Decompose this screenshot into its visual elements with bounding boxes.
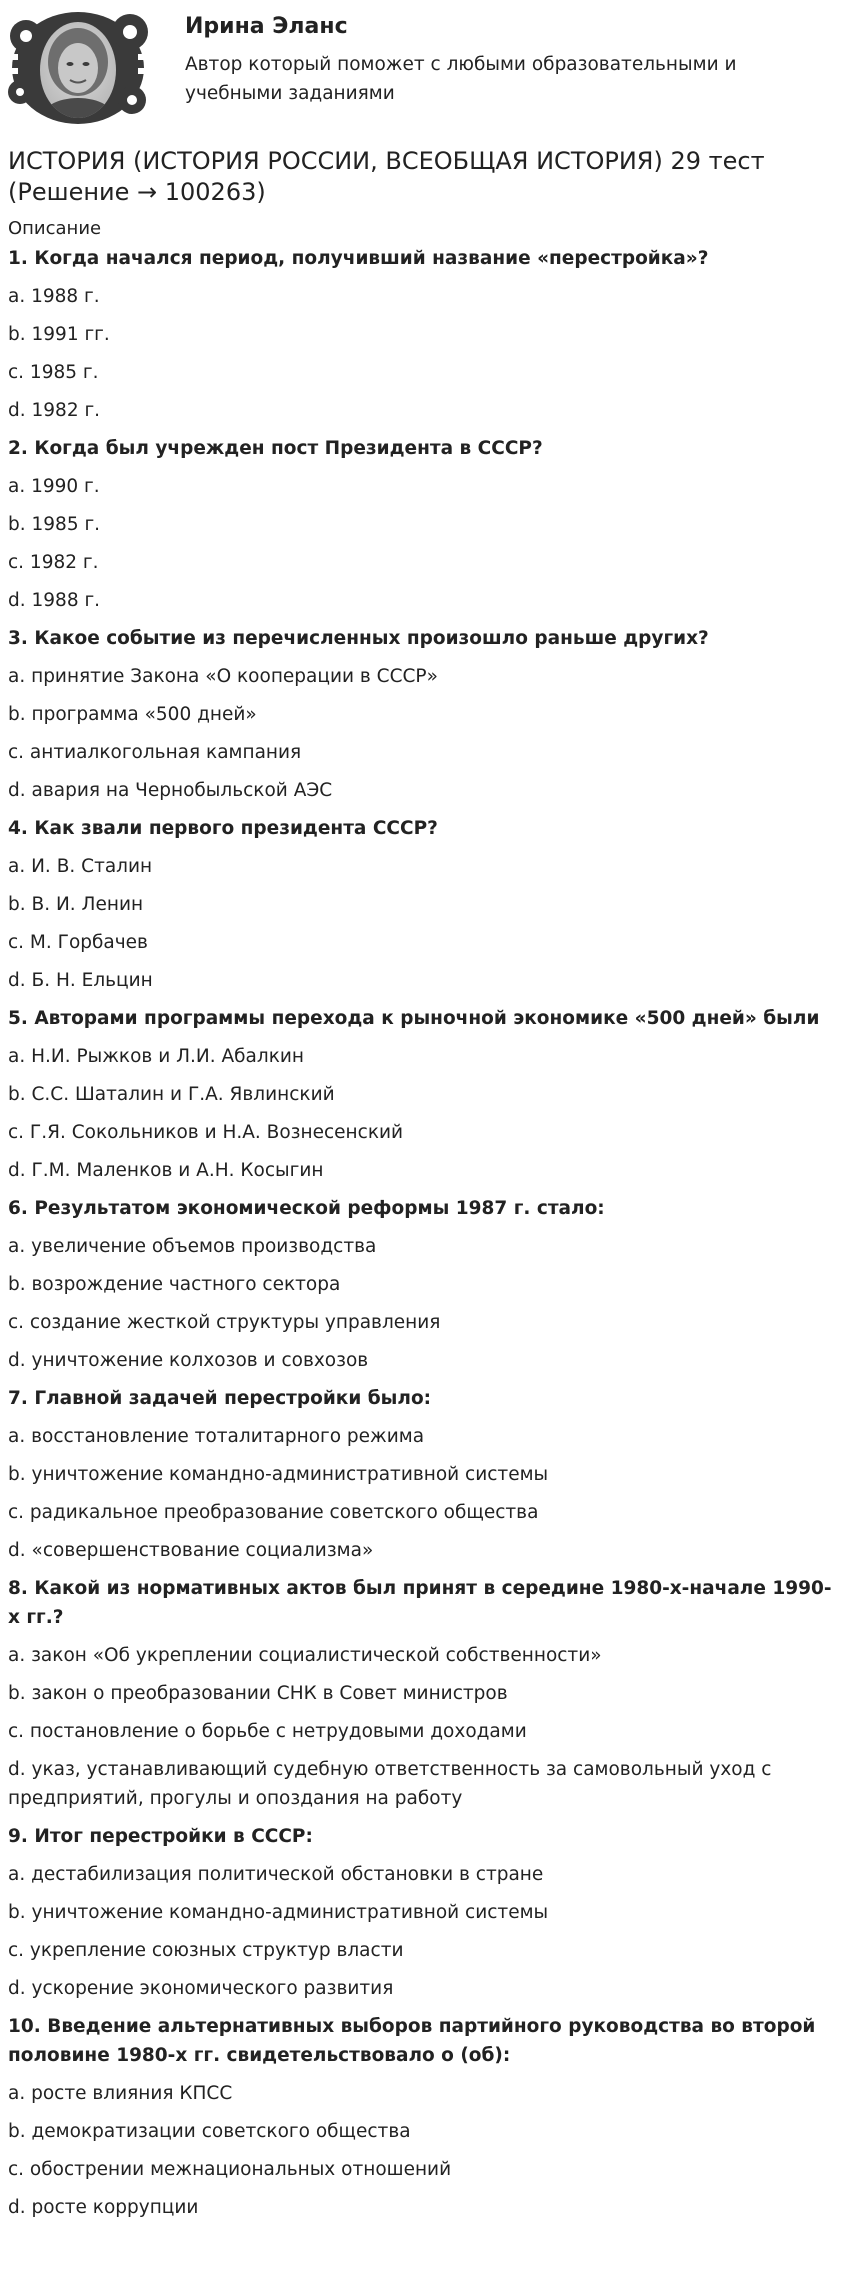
author-block <box>0 0 847 140</box>
answer-option: a. Н.И. Рыжков и Л.И. Абалкин <box>8 1046 305 1067</box>
answer-option: d. авария на Чернобыльской АЭС <box>8 780 333 801</box>
answer-option: a. принятие Закона «О кооперации в СССР» <box>8 666 438 687</box>
answer-option: c. постановление о борьбе с нетрудовыми доходами <box>8 1721 527 1742</box>
answer-option: b. 1985 г. <box>8 514 101 535</box>
question-text: 1. Когда начался период, получивший название «перестройка»? <box>8 248 709 269</box>
answer-option: d. ускорение экономического развития <box>8 1978 394 1999</box>
question-text: 5. Авторами программы перехода к рыночной экономике «500 дней» были <box>8 1008 820 1029</box>
answer-option: d. 1982 г. <box>8 400 101 421</box>
answer-option: a. 1990 г. <box>8 476 100 497</box>
answer-option: d. 1988 г. <box>8 590 101 611</box>
answer-option: d. уничтожение колхозов и совхозов <box>8 1350 369 1371</box>
answer-option: a. увеличение объемов производства <box>8 1236 377 1257</box>
answer-option: b. В. И. Ленин <box>8 894 144 915</box>
answer-option: c. укрепление союзных структур власти <box>8 1940 404 1961</box>
answer-option: c. радикальное преобразование советского общества <box>8 1502 539 1523</box>
answer-option: c. 1982 г. <box>8 552 99 573</box>
answer-option: b. уничтожение командно-административной системы <box>8 1902 549 1923</box>
author-photo-icon <box>6 8 151 126</box>
question-text: 7. Главной задачей перестройки было: <box>8 1388 432 1409</box>
description-label: Описание <box>8 218 102 239</box>
question-text: 4. Как звали первого президента СССР? <box>8 818 438 839</box>
question-text: 9. Итог перестройки в СССР: <box>8 1826 313 1847</box>
answer-option: a. дестабилизация политической обстановки в стране <box>8 1864 544 1885</box>
author-description: Автор который поможет с любыми образовательными и учебными заданиями <box>185 54 737 104</box>
question-text: 2. Когда был учрежден пост Президента в СССР? <box>8 438 543 459</box>
answer-option: a. восстановление тоталитарного режима <box>8 1426 425 1447</box>
answer-option: c. обострении межнациональных отношений <box>8 2159 452 2180</box>
author-name: Ирина Эланс <box>185 14 348 39</box>
question-text: 10. Введение альтернативных выборов партийного руководства во второй половине 1980-х гг. свидетельствовало о (об): <box>8 2016 816 2066</box>
answer-option: b. закон о преобразовании СНК в Совет министров <box>8 1683 508 1704</box>
answer-option: a. 1988 г. <box>8 286 100 307</box>
answer-option: b. 1991 гг. <box>8 324 110 345</box>
avatar <box>6 8 151 126</box>
answer-option: d. указ, устанавливающий судебную ответственность за самовольный уход с предприятий, прогулы и опоздания на работу <box>8 1759 772 1809</box>
question-list <box>8 240 840 2227</box>
answer-option: b. возрождение частного сектора <box>8 1274 341 1295</box>
question-text: 3. Какое событие из перечисленных произошло раньше других? <box>8 628 709 649</box>
document-title: ИСТОРИЯ (ИСТОРИЯ РОССИИ, ВСЕОБЩАЯ ИСТОРИЯ) 29 тест (Решение → 100263) <box>8 147 765 206</box>
question-text: 8. Какой из нормативных актов был принят в середине 1980-х-начале 1990-х гг.? <box>8 1578 832 1628</box>
answer-option: c. антиалкогольная кампания <box>8 742 302 763</box>
answer-option: a. закон «Об укреплении социалистической собственности» <box>8 1645 602 1666</box>
answer-option: b. С.С. Шаталин и Г.А. Явлинский <box>8 1084 335 1105</box>
answer-option: c. создание жесткой структуры управления <box>8 1312 441 1333</box>
answer-option: d. Г.М. Маленков и А.Н. Косыгин <box>8 1160 324 1181</box>
question-text: 6. Результатом экономической реформы 1987 г. стало: <box>8 1198 605 1219</box>
answer-option: c. М. Горбачев <box>8 932 148 953</box>
answer-option: d. «совершенствование социализма» <box>8 1540 374 1561</box>
answer-option: a. росте влияния КПСС <box>8 2083 233 2104</box>
answer-option: d. росте коррупции <box>8 2197 199 2218</box>
answer-option: d. Б. Н. Ельцин <box>8 970 153 991</box>
answer-option: c. 1985 г. <box>8 362 99 383</box>
answer-option: b. программа «500 дней» <box>8 704 257 725</box>
answer-option: c. Г.Я. Сокольников и Н.А. Вознесенский <box>8 1122 404 1143</box>
answer-option: b. уничтожение командно-административной системы <box>8 1464 549 1485</box>
answer-option: b. демократизации советского общества <box>8 2121 411 2142</box>
answer-option: a. И. В. Сталин <box>8 856 153 877</box>
